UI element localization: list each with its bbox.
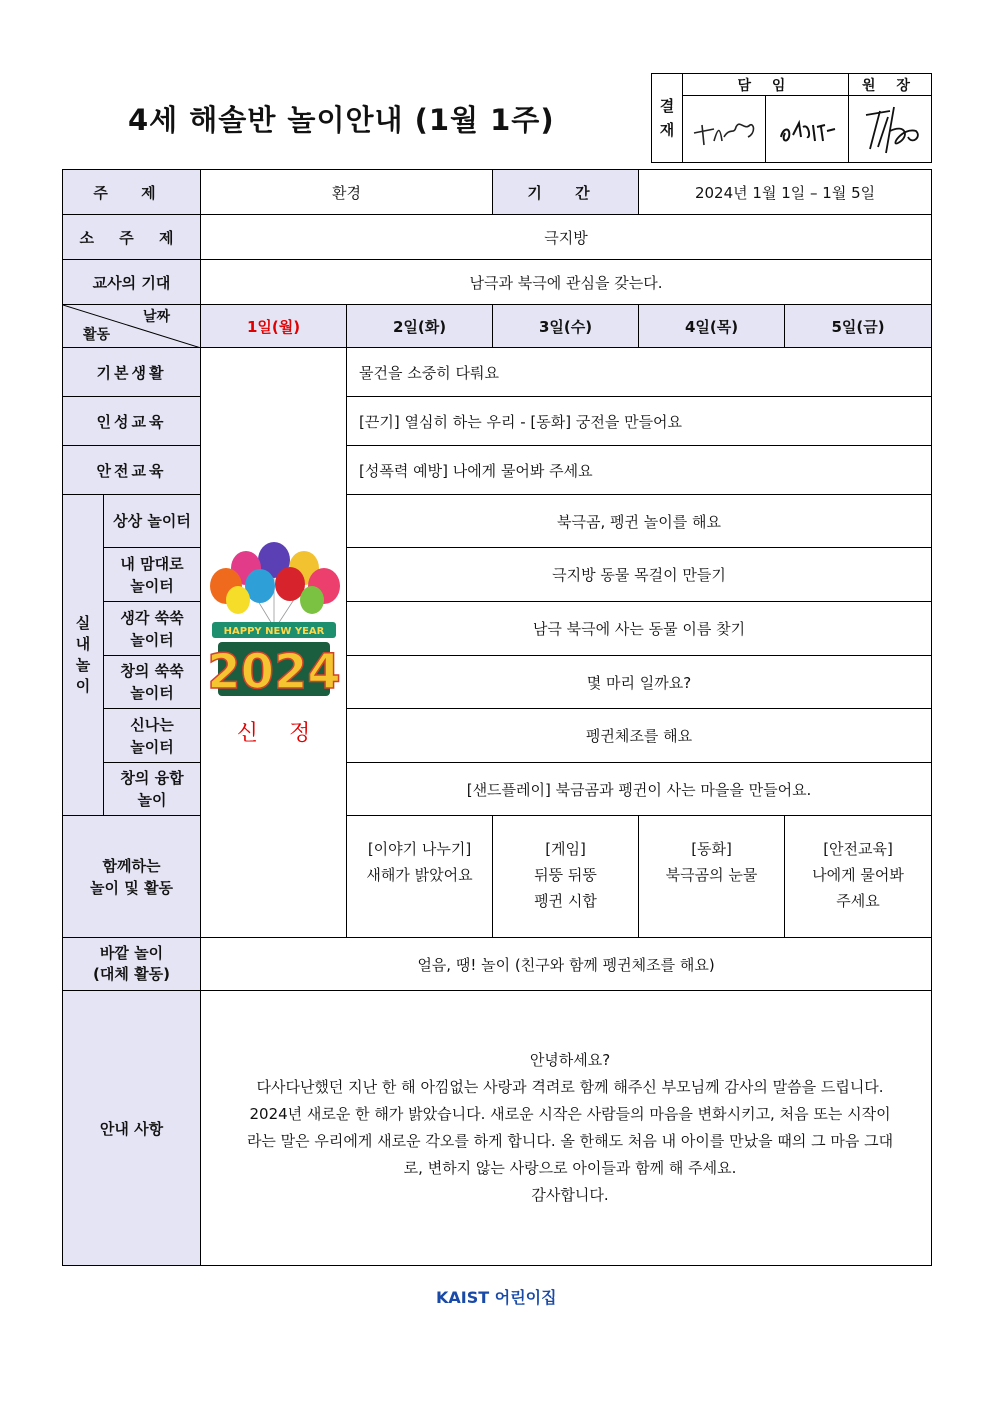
teacher-signature-1 (683, 96, 766, 163)
kaist-daycare-logo (436, 1285, 557, 1308)
notice-body: 다사다난했던 지난 한 해 아낌없는 사랑과 격려로 함께 해주신 부모님께 감사의 말씀을 드립니다. 2024년 새로운 한 해가 밝았습니다. 새로운 시작은 사람들의 마음을 변화시키고, 처음 또는 시작이라는 말은 우리에게 새로운 각오를 하게 합니다. 올 한해도 처음 내 아이를 만났을 때의 그 마음 그대로, 변하지 않는 사랑으로 아이들과 함께 해 주세요. (246, 1078, 894, 1177)
page-title: 4세 해솔반 놀이안내 (1월 1주) (128, 103, 555, 137)
day-header-1: 1일(월) (201, 305, 347, 348)
teacher-signature-2 (766, 96, 849, 163)
indoor-value-1: 북극곰, 펭귄 놀이를 해요 (347, 495, 932, 548)
logo-kaist-text: KAIST (436, 1288, 490, 1307)
indoor-label-2: 내 맘대로 놀이터 (104, 548, 201, 602)
notice-content (201, 991, 932, 1266)
director-signature (849, 96, 932, 163)
outdoor-play-value: 얼음, 땡! 놀이 (친구와 함께 펭귄체조를 해요) (201, 938, 932, 991)
together-activity-4: [안전교육] 나에게 물어봐 주세요 (785, 816, 932, 938)
theme-value: 환경 (201, 170, 493, 215)
subtheme-value: 극지방 (201, 215, 932, 260)
happy-new-year-text: HAPPY NEW YEAR (223, 626, 324, 637)
basic-life-label: 기본생활 (63, 348, 201, 397)
new-year-2024-image (204, 538, 344, 698)
holiday-cell (201, 348, 347, 938)
character-education-label: 인성교육 (63, 397, 201, 446)
expectation-label: 교사의 기대 (63, 260, 201, 305)
indoor-label-5: 신나는 놀이터 (104, 709, 201, 763)
together-activity-2: [게임] 뒤뚱 뒤뚱 펭귄 시합 (493, 816, 639, 938)
activity-header-text: 활동 (83, 327, 111, 343)
safety-education-value: [성폭력 예방] 나에게 물어봐 주세요 (347, 446, 932, 495)
day-header-3: 3일(수) (493, 305, 639, 348)
outdoor-play-label: 바깥 놀이 (대체 활동) (63, 938, 201, 991)
approval-kyul-text: 결 재 (659, 97, 675, 139)
notice-label: 안내 사항 (63, 991, 201, 1266)
period-label: 기 간 (493, 170, 639, 215)
approval-box (651, 73, 932, 163)
indoor-value-3: 남극 북극에 사는 동물 이름 찾기 (347, 602, 932, 656)
character-education-value: [끈기] 열심히 하는 우리 - [동화] 궁전을 만들어요 (347, 397, 932, 446)
safety-education-label: 안전교육 (63, 446, 201, 495)
indoor-value-6: [샌드플레이] 북금곰과 펭귄이 사는 마을을 만들어요. (347, 763, 932, 816)
together-activity-label: 함께하는 놀이 및 활동 (63, 816, 201, 938)
approval-label (652, 74, 683, 163)
indoor-label-1: 상상 놀이터 (104, 495, 201, 548)
approval-teacher-header: 담 임 (683, 74, 849, 96)
play-plan-table (62, 169, 932, 1266)
theme-label: 주 제 (63, 170, 201, 215)
indoor-label-3: 생각 쑥쑥 놀이터 (104, 602, 201, 656)
approval-director-header: 원 장 (849, 74, 932, 96)
indoor-label-4: 창의 쑥쑥 놀이터 (104, 656, 201, 709)
together-activity-3: [동화] 북극곰의 눈물 (639, 816, 785, 938)
holiday-label: 신 정 (236, 721, 323, 746)
indoor-play-label: 실 내 놀 이 (63, 495, 104, 816)
notice-greeting: 안녕하세요? (529, 1051, 611, 1069)
day-header-5: 5일(금) (785, 305, 932, 348)
date-activity-header (63, 305, 201, 348)
day-header-2: 2일(화) (347, 305, 493, 348)
indoor-value-5: 펭귄체조를 해요 (347, 709, 932, 763)
notice-closing: 감사합니다. (531, 1186, 609, 1204)
indoor-value-2: 극지방 동물 목걸이 만들기 (347, 548, 932, 602)
year-2024-text: 2024 (206, 644, 341, 698)
basic-life-value: 물건을 소중히 다뤄요 (347, 348, 932, 397)
subtheme-label: 소 주 제 (63, 215, 201, 260)
date-header-text: 날짜 (142, 309, 171, 325)
together-activity-1: [이야기 나누기] 새해가 밝았어요 (347, 816, 493, 938)
indoor-label-6: 창의 융합 놀이 (104, 763, 201, 816)
day-header-4: 4일(목) (639, 305, 785, 348)
period-value: 2024년 1월 1일 – 1월 5일 (639, 170, 932, 215)
logo-house-text: 어린이집 (494, 1288, 557, 1307)
indoor-value-4: 몇 마리 일까요? (347, 656, 932, 709)
expectation-value: 남극과 북극에 관심을 갖는다. (201, 260, 932, 305)
